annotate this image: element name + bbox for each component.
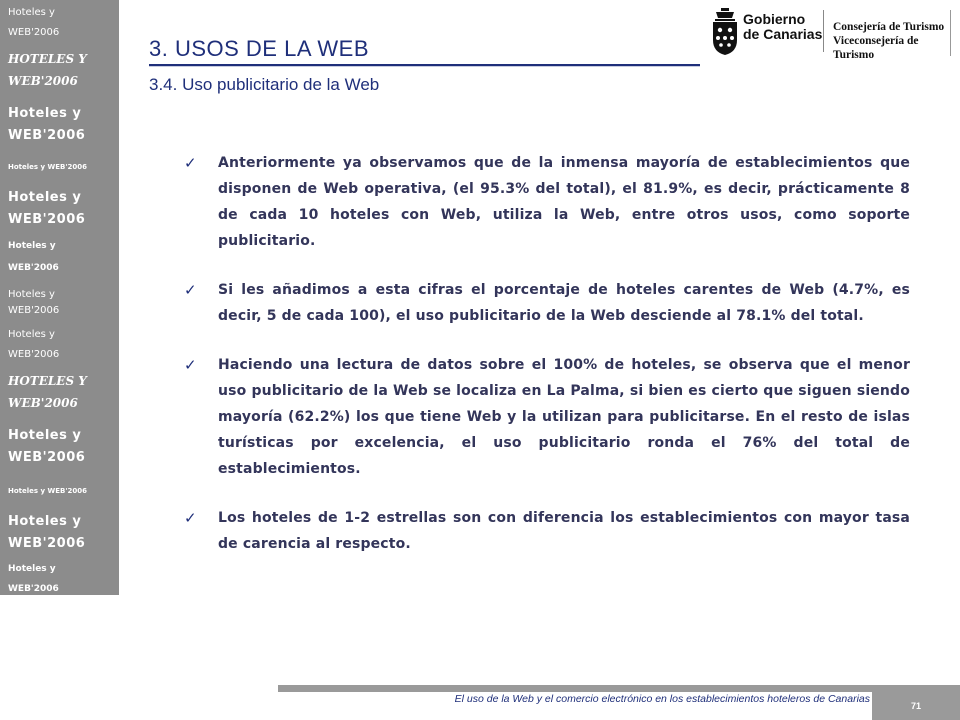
checkmark-icon: ✓ (184, 281, 197, 299)
sidebar-text: WEB'2006 (8, 305, 60, 316)
gobierno-canarias-logo (710, 6, 960, 60)
sidebar-text: WEB'2006 (8, 128, 86, 143)
list-item (180, 277, 910, 329)
bullet-text: Los hoteles de 1-2 estrellas son con diferencia los establecimientos con mayor tasa de carencia al respecto. (218, 510, 910, 552)
sidebar-text: Hoteles y (8, 564, 56, 574)
list-item (180, 352, 910, 482)
sidebar-text: WEB'2006 (8, 263, 59, 273)
gobierno-line1: Gobierno (743, 11, 806, 27)
sidebar-text: Hoteles y (8, 241, 56, 251)
sidebar-text: HOTELES Y (8, 52, 87, 66)
consejeria-label (833, 20, 960, 62)
logo-divider (823, 10, 824, 52)
sidebar-text: WEB'2006 (8, 212, 86, 227)
footer-text: El uso de la Web y el comercio electrónico en los establecimientos hoteleros de Canarias (454, 693, 870, 705)
page-title: 3. USOS DE LA WEB (149, 36, 370, 61)
sidebar-text: Hoteles y (8, 428, 82, 443)
coat-of-arms-icon (710, 8, 740, 56)
bullet-list (180, 150, 910, 580)
list-item (180, 505, 910, 557)
sidebar-text: WEB'2006 (8, 536, 86, 551)
footer-bar (278, 685, 960, 692)
sidebar-text: WEB'2006 (8, 584, 59, 594)
sidebar-text: Hoteles y WEB'2006 (8, 163, 87, 171)
checkmark-icon: ✓ (184, 154, 197, 172)
sidebar-text: WEB'2006 (8, 450, 86, 465)
sidebar-text: WEB'2006 (8, 27, 60, 38)
sidebar-text: Hoteles y (8, 106, 82, 121)
title-underline-shadow (149, 66, 700, 67)
page-number-box (872, 692, 960, 720)
gobierno-line2: de Canarias (743, 26, 823, 42)
checkmark-icon: ✓ (184, 356, 197, 374)
consejeria-line1: Consejería de Turismo (833, 21, 945, 33)
sidebar-text: Hoteles y (8, 514, 82, 529)
bullet-text: Si les añadimos a esta cifras el porcentaje de hoteles carentes de Web (4.7%, es decir, 5 de cada 100), el uso publicitario de la Web desciende al 78.1% del total. (218, 282, 910, 324)
list-item (180, 150, 910, 254)
sidebar-text: WEB'2006 (8, 349, 60, 360)
page-subtitle: 3.4. Uso publicitario de la Web (149, 75, 380, 94)
gobierno-label (743, 12, 822, 42)
sidebar-text: Hoteles y (8, 289, 55, 300)
sidebar-text: Hoteles y WEB'2006 (8, 487, 87, 495)
bullet-text: Anteriormente ya observamos que de la inmensa mayoría de establecimientos que disponen de Web operativa, (el 95.3% del total), el 81.9%, es decir, prácticamente 8 de cada 10 hoteles con Web, utiliza la Web, entre otros usos, como soporte publicitario. (218, 155, 910, 249)
checkmark-icon: ✓ (184, 509, 197, 527)
logo-right-rule (950, 10, 951, 56)
sidebar-text: HOTELES Y (8, 374, 87, 388)
sidebar-text: WEB'2006 (8, 74, 78, 88)
consejeria-line2: Viceconsejería de Turismo (833, 35, 919, 61)
sidebar-text: Hoteles y (8, 7, 55, 18)
sidebar-text: WEB'2006 (8, 396, 78, 410)
sidebar-text: Hoteles y (8, 329, 55, 340)
sidebar-watermark (0, 0, 119, 595)
page-number: 71 (910, 701, 921, 711)
sidebar-text: Hoteles y (8, 190, 82, 205)
bullet-text: Haciendo una lectura de datos sobre el 100% de hoteles, se observa que el menor uso publicitario de la Web se localiza en La Palma, si bien es cierto que siguen siendo mayoría (62.2%) los que tiene Web y la utilizan para publicitarse. En el resto de islas turísticas por excelencia, el uso publicitario ronda el 76% del total de establecimientos. (218, 357, 910, 477)
